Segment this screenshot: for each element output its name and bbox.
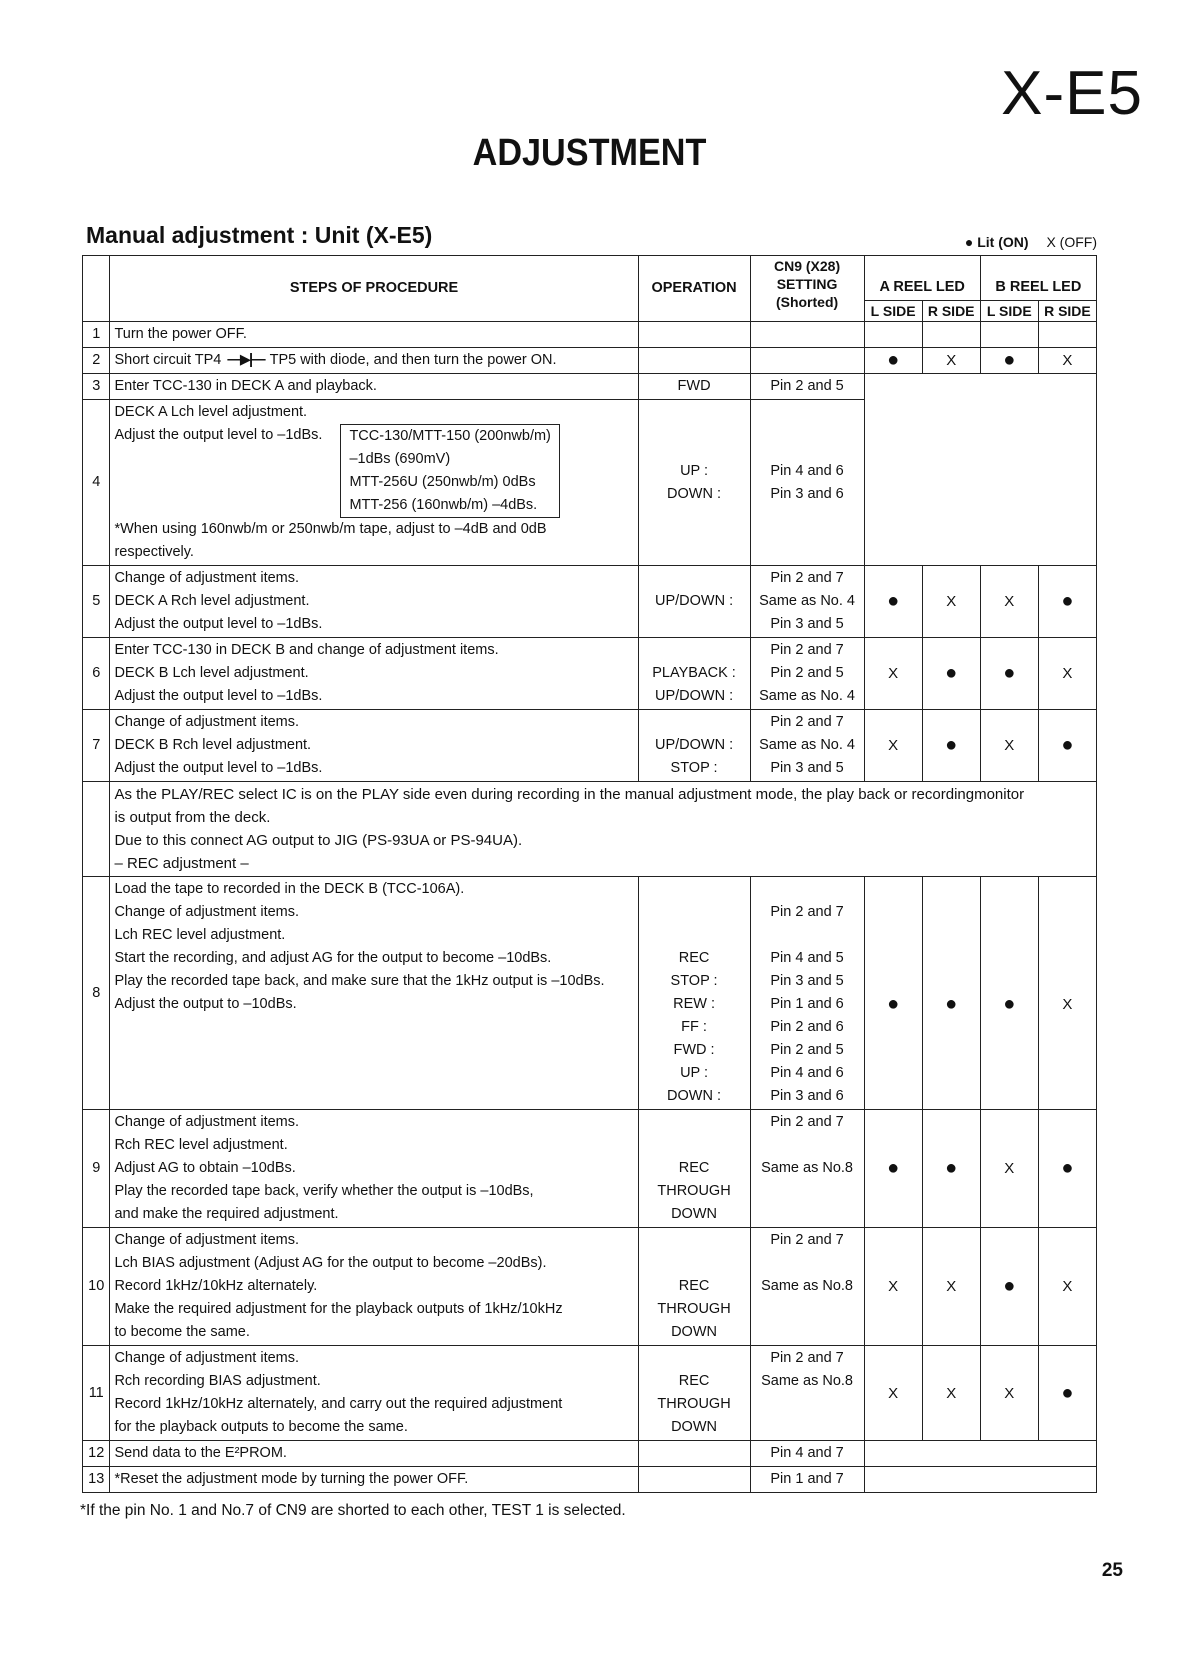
operation: REC THROUGH DOWN	[638, 1346, 750, 1441]
step-number: 8	[83, 877, 110, 1110]
led-b-l: X	[980, 1110, 1038, 1228]
led-b-r: X	[1038, 348, 1096, 374]
step-number: 13	[83, 1467, 110, 1493]
led-a-r: X	[922, 566, 980, 638]
step-text: Send data to the E²PROM.	[110, 1441, 638, 1467]
led-a-r: X	[922, 348, 980, 374]
step-number: 12	[83, 1441, 110, 1467]
led-a-r: ●	[922, 710, 980, 782]
step-text: Change of adjustment items. DECK B Rch level adjustment. Adjust the output level to –1dBs.	[110, 710, 638, 782]
cn9-setting: Pin 2 and 7 Same as No. 4 Pin 3 and 5	[750, 710, 864, 782]
cn9-setting: Pin 2 and 7 Same as No.8	[750, 1346, 864, 1441]
step-number: 7	[83, 710, 110, 782]
led-b-l: ●	[980, 348, 1038, 374]
step-number: 1	[83, 322, 110, 348]
operation: UP/DOWN :	[638, 566, 750, 638]
step-number: 9	[83, 1110, 110, 1228]
operation: REC STOP : REW : FF : FWD : UP : DOWN :	[638, 877, 750, 1110]
led-legend	[965, 234, 1097, 250]
cn9-setting: Pin 4 and 7	[750, 1441, 864, 1467]
header-a-r-side: R SIDE	[922, 301, 980, 322]
led-a-l: ●	[864, 348, 922, 374]
step-text: Change of adjustment items. Rch REC level adjustment. Adjust AG to obtain –10dBs. Play the recorded tape back, verify whether the output is –10dBs, and make the required adjustment.	[110, 1110, 638, 1228]
led-a-l: X	[864, 1228, 922, 1346]
operation: REC THROUGH DOWN	[638, 1228, 750, 1346]
step-number: 6	[83, 638, 110, 710]
header-row	[83, 256, 1097, 301]
step-text: Enter TCC-130 in DECK A and playback.	[110, 374, 638, 400]
section-title: Manual adjustment : Unit (X-E5)	[86, 222, 433, 248]
led-a-l: X	[864, 638, 922, 710]
step-text: DECK A Lch level adjustment. Adjust the output level to –1dBs. TCC-130/MTT-150 (200nwb/m) –1dBs (690mV) MTT-256U (250nwb/m) 0dBs MTT-256 (160nwb/m) –4dBs. *When using 160nwb/m or 250nwb/m tape, adjust to –4dB and 0dB respectively.	[110, 400, 638, 566]
step-text: Load the tape to recorded in the DECK B (TCC-106A). Change of adjustment items. Lch REC level adjustment. Start the recording, and adjust AG for the output to become –10dBs. Play the recorded tape back, and make sure that the 1kHz output is –10dBs. Adjust the output to –10dBs.	[110, 877, 638, 1110]
led-b-l: X	[980, 1346, 1038, 1441]
step-number: 3	[83, 374, 110, 400]
led-a-r: X	[922, 1346, 980, 1441]
step-number: 10	[83, 1228, 110, 1346]
led-b-r: ●	[1038, 1346, 1096, 1441]
table-row	[83, 374, 1097, 400]
led-a-r: X	[922, 1228, 980, 1346]
table-row	[83, 1441, 1097, 1467]
tape-level-box: TCC-130/MTT-150 (200nwb/m) –1dBs (690mV) MTT-256U (250nwb/m) 0dBs MTT-256 (160nwb/m) –4dBs.	[340, 424, 559, 518]
cn9-setting: Pin 2 and 7 Same as No. 4 Pin 3 and 5	[750, 566, 864, 638]
led-b-l: X	[980, 566, 1038, 638]
legend-on: ● Lit (ON)	[964, 234, 1029, 250]
diode-icon: —▶|—	[227, 352, 264, 368]
step-number: 5	[83, 566, 110, 638]
led-a-l: ●	[864, 566, 922, 638]
led-b-l: ●	[980, 638, 1038, 710]
table-row	[83, 348, 1097, 374]
cn9-setting: Pin 4 and 6 Pin 3 and 6	[750, 400, 864, 566]
step-text: *Reset the adjustment mode by turning the power OFF.	[110, 1467, 638, 1493]
led-b-r: ●	[1038, 566, 1096, 638]
led-b-r: ●	[1038, 710, 1096, 782]
led-b-r: X	[1038, 638, 1096, 710]
table-row	[83, 710, 1097, 782]
led-b-l: ●	[980, 877, 1038, 1110]
header-cn9-l3: (Shorted)	[775, 294, 839, 310]
header-a-l-side: L SIDE	[864, 301, 922, 322]
footnote: *If the pin No. 1 and No.7 of CN9 are shorted to each other, TEST 1 is selected.	[80, 1502, 626, 1519]
operation: PLAYBACK : UP/DOWN :	[638, 638, 750, 710]
cn9-setting: Pin 1 and 7	[750, 1467, 864, 1493]
operation: FWD	[638, 374, 750, 400]
header-steps: STEPS OF PROCEDURE	[110, 256, 638, 322]
header-a-reel: A REEL LED	[864, 256, 980, 301]
header-b-l-side: L SIDE	[980, 301, 1038, 322]
table-row	[83, 1228, 1097, 1346]
step-number: 2	[83, 348, 110, 374]
table-row	[83, 1346, 1097, 1441]
header-operation: OPERATION	[638, 256, 750, 322]
legend-off: X (OFF)	[1046, 234, 1097, 250]
operation: UP/DOWN : STOP :	[638, 710, 750, 782]
note-row	[83, 782, 1097, 877]
rec-note: As the PLAY/REC select IC is on the PLAY side even during recording in the manual adjustment mode, the play back or recordingmonitor is output from the deck. Due to this connect AG output to JIG (PS-93UA or PS-94UA). – REC adjustment –	[110, 782, 1097, 877]
led-b-r: ●	[1038, 1110, 1096, 1228]
step-text: Change of adjustment items. Lch BIAS adjustment (Adjust AG for the output to become –20dBs). Record 1kHz/10kHz alternately. Make the required adjustment for the playback outputs of 1kHz/10kHz to become the same.	[110, 1228, 638, 1346]
led-blank	[864, 374, 1096, 566]
header-cn9-l2: SETTING	[776, 276, 838, 292]
step-number: 11	[83, 1346, 110, 1441]
header-blank	[83, 256, 110, 322]
cn9-setting: Pin 2 and 7 Pin 4 and 5 Pin 3 and 5 Pin 1 and 6 Pin 2 and 6 Pin 2 and 5 Pin 4 and 6 Pin 3 and 6	[750, 877, 864, 1110]
cn9-setting: Pin 2 and 7 Same as No.8	[750, 1110, 864, 1228]
led-a-r: ●	[922, 877, 980, 1110]
table-row	[83, 1467, 1097, 1493]
page-number: 25	[1101, 1560, 1123, 1581]
header-b-r-side: R SIDE	[1038, 301, 1096, 322]
led-b-r: X	[1038, 877, 1096, 1110]
step-text: Turn the power OFF.	[110, 322, 638, 348]
led-b-l: X	[980, 710, 1038, 782]
table-row	[83, 566, 1097, 638]
operation: UP : DOWN :	[638, 400, 750, 566]
led-a-l: X	[864, 710, 922, 782]
adjustment-table	[82, 255, 1097, 1493]
header-cn9	[750, 256, 864, 322]
table-row	[83, 638, 1097, 710]
led-b-r: X	[1038, 1228, 1096, 1346]
led-a-l: X	[864, 1346, 922, 1441]
cn9-setting: Pin 2 and 7 Pin 2 and 5 Same as No. 4	[750, 638, 864, 710]
cn9-setting: Pin 2 and 7 Same as No.8	[750, 1228, 864, 1346]
header-b-reel: B REEL LED	[980, 256, 1096, 301]
led-a-r: ●	[922, 638, 980, 710]
operation: REC THROUGH DOWN	[638, 1110, 750, 1228]
table-row	[83, 877, 1097, 1110]
step-text: Short circuit TP4 —▶|— TP5 with diode, and then turn the power ON.	[110, 348, 638, 374]
step-number: 4	[83, 400, 110, 566]
header-cn9-l1: CN9 (X28)	[773, 258, 841, 274]
step-text: Change of adjustment items. Rch recording BIAS adjustment. Record 1kHz/10kHz alternately, and carry out the required adjustment for the playback outputs to become the same.	[110, 1346, 638, 1441]
led-a-l: ●	[864, 1110, 922, 1228]
table-row	[83, 322, 1097, 348]
table-row	[83, 1110, 1097, 1228]
led-a-l: ●	[864, 877, 922, 1110]
model-name: X-E5	[1001, 59, 1143, 128]
led-b-l: ●	[980, 1228, 1038, 1346]
cn9-setting: Pin 2 and 5	[750, 374, 864, 400]
step-text: Change of adjustment items. DECK A Rch level adjustment. Adjust the output level to –1dBs.	[110, 566, 638, 638]
page-title: ADJUSTMENT	[472, 132, 707, 174]
step-text: Enter TCC-130 in DECK B and change of adjustment items. DECK B Lch level adjustment. Adjust the output level to –1dBs.	[110, 638, 638, 710]
led-a-r: ●	[922, 1110, 980, 1228]
